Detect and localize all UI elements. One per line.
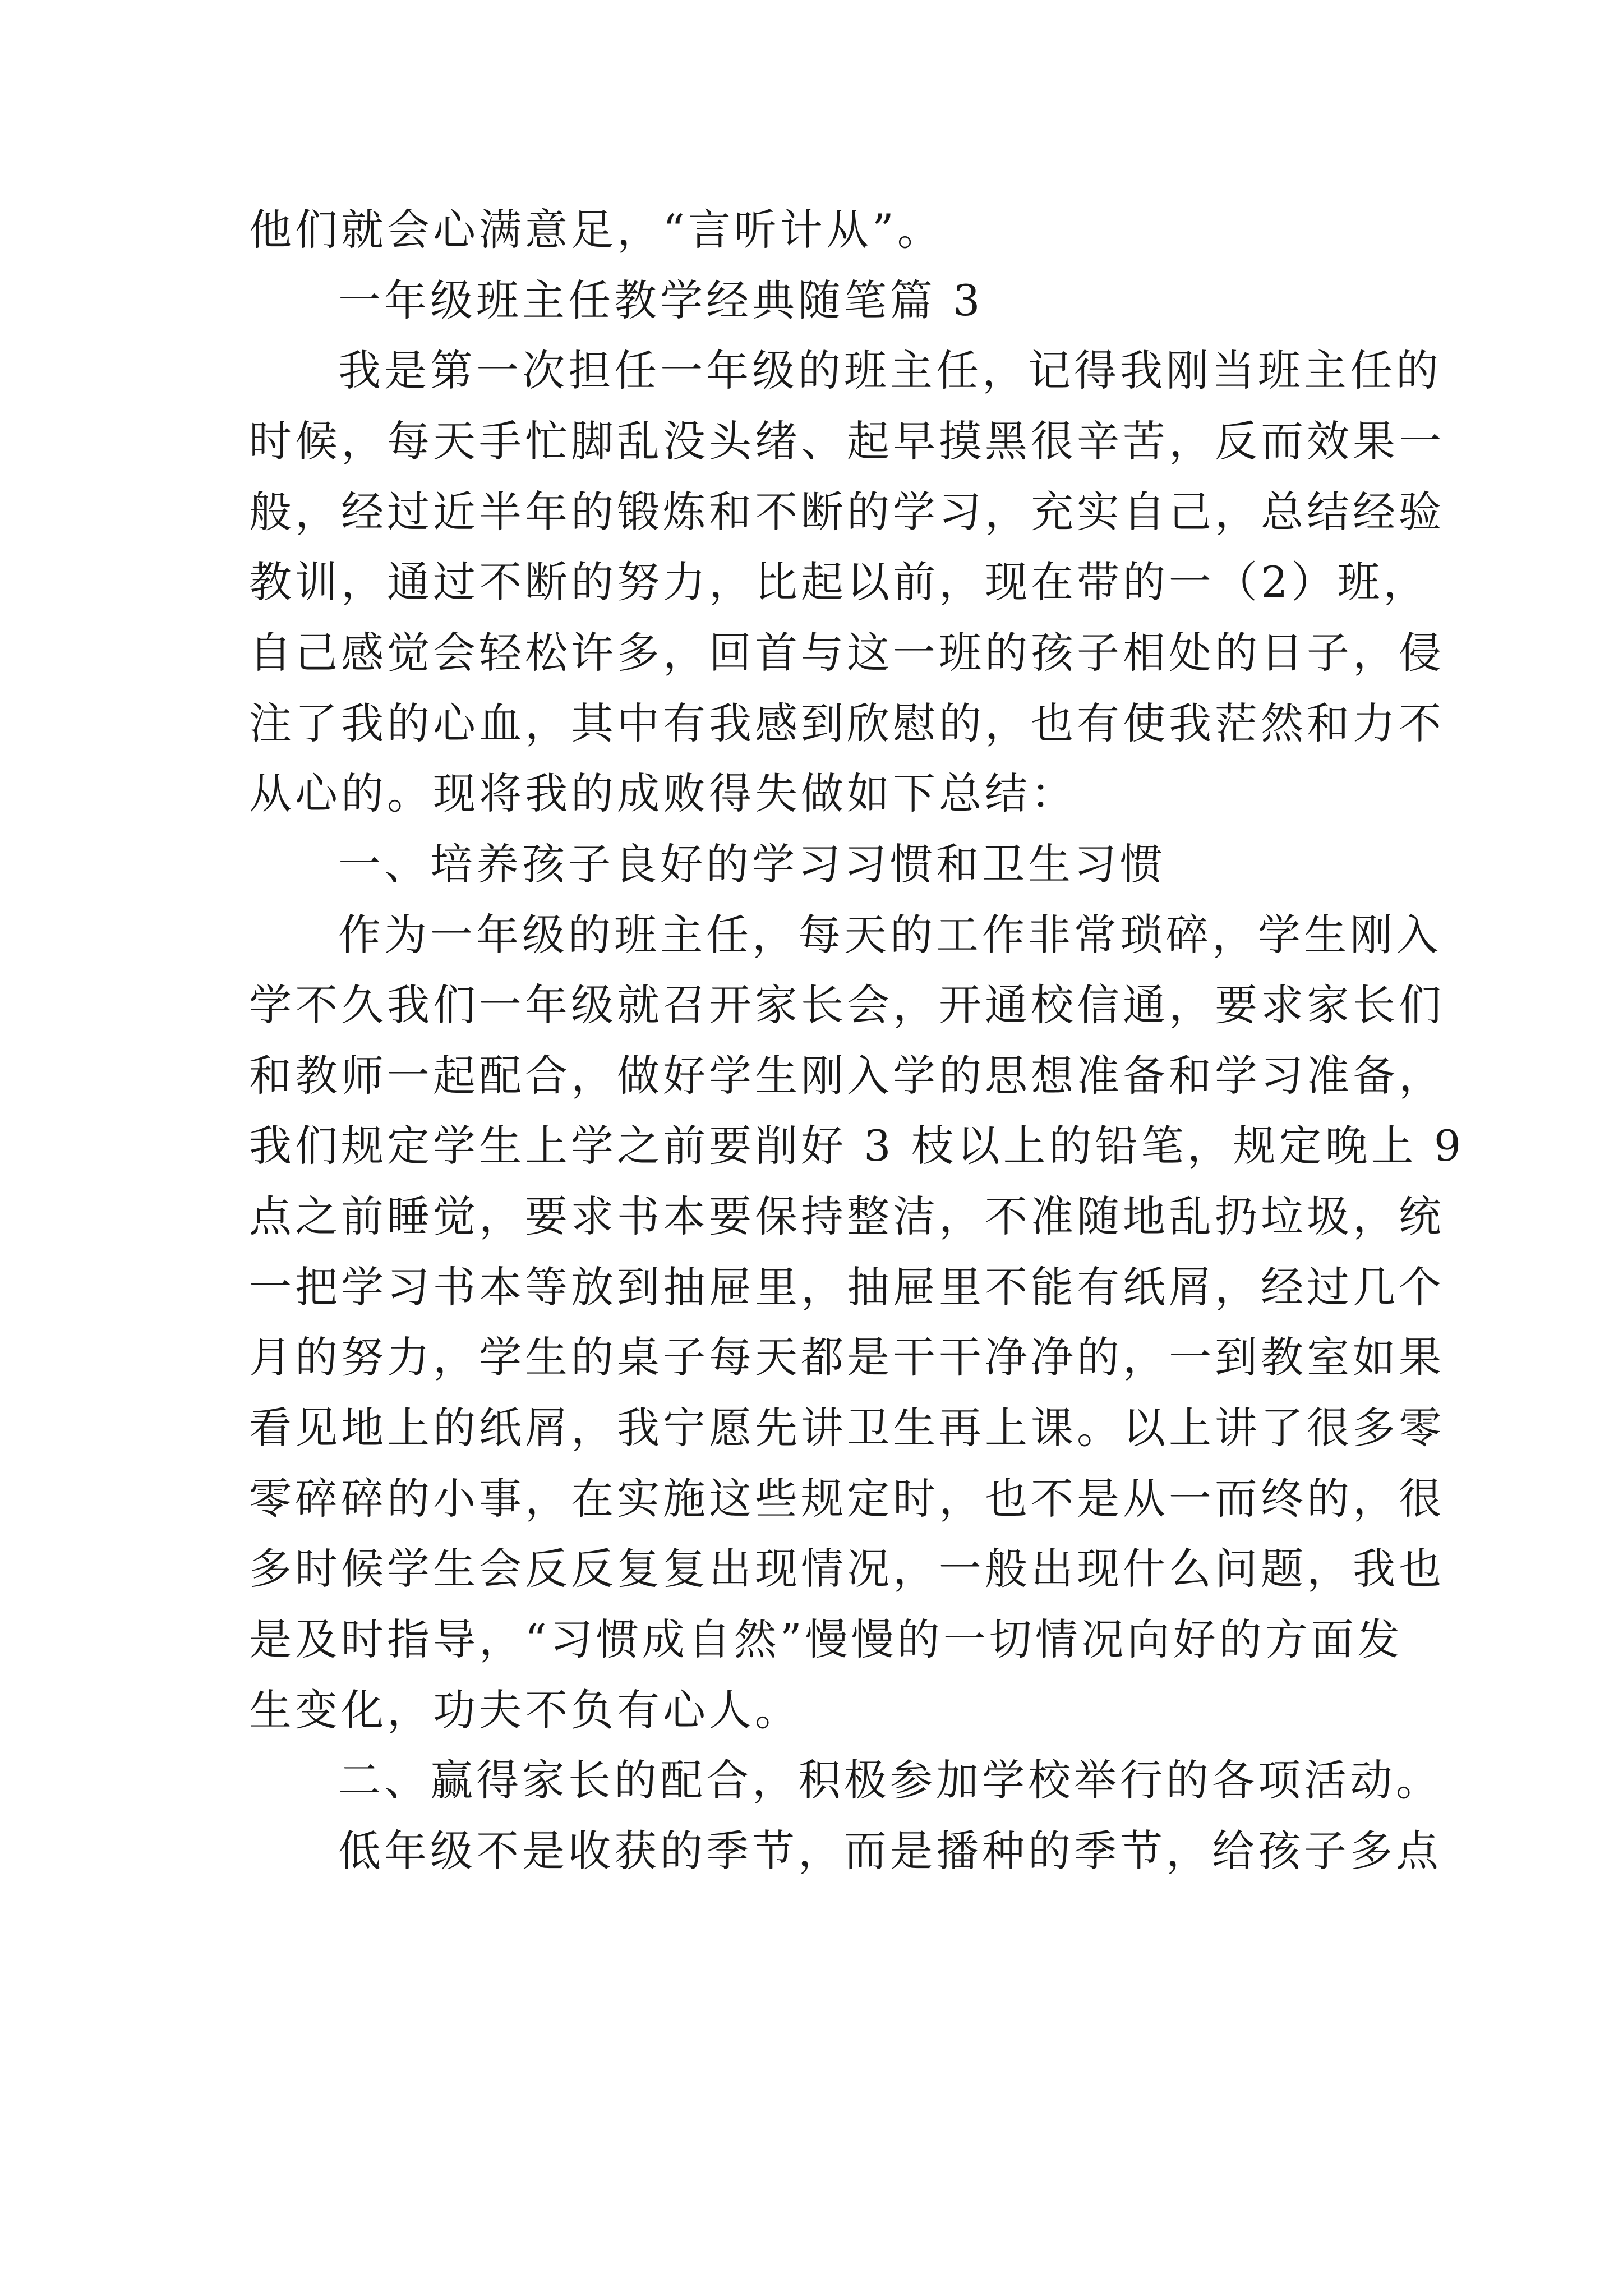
section-heading: 一年级班主任教学经典随笔篇 3 xyxy=(338,275,984,325)
text-line-13: 和教师一起配合，做好学生刚入学的思想准备和学习准备， xyxy=(249,1051,1445,1101)
text-line-17: 月的努力，学生的桌子每天都是干干净净的，一到教室如果 xyxy=(249,1332,1445,1382)
text-line-24: 低年级不是收获的季节，而是播种的季节，给孩子多点 xyxy=(338,1826,1442,1876)
subheading-1: 一、培养孩子良好的学习习惯和卫生习惯 xyxy=(338,839,1166,889)
text-line-4: 时候，每天手忙脚乱没头绪、起早摸黑很辛苦，反而效果一 xyxy=(249,416,1445,466)
text-line-8: 注了我的心血，其中有我感到欣慰的，也有使我茫然和力不 xyxy=(249,698,1445,748)
text-line-18: 看见地上的纸屑，我宁愿先讲卫生再上课。以上讲了很多零 xyxy=(249,1403,1445,1453)
text-line-1: 他们就会心满意足，“言听计从”。 xyxy=(249,205,943,255)
text-line-16: 一把学习书本等放到抽屉里，抽屉里不能有纸屑，经过几个 xyxy=(249,1262,1445,1312)
text-line-19: 零碎碎的小事，在实施这些规定时，也不是从一而终的，很 xyxy=(249,1474,1445,1524)
text-line-7: 自己感觉会轻松许多，回首与这一班的孩子相处的日子，侵 xyxy=(249,628,1445,678)
text-line-21: 是及时指导，“习惯成自然”慢慢的一切情况向好的方面发 xyxy=(249,1614,1403,1664)
text-line-3: 我是第一次担任一年级的班主任，记得我刚当班主任的 xyxy=(338,346,1442,395)
text-line-11: 作为一年级的班主任，每天的工作非常琐碎，学生刚入 xyxy=(338,910,1442,960)
text-line-22: 生变化，功夫不负有心人。 xyxy=(249,1685,801,1735)
text-line-14: 我们规定学生上学之前要削好 3 枝以上的铅笔，规定晚上 9 xyxy=(249,1121,1465,1171)
text-line-6: 教训，通过不断的努力，比起以前，现在带的一（2）班， xyxy=(249,557,1430,607)
subheading-2: 二、赢得家长的配合，积极参加学校举行的各项活动。 xyxy=(338,1755,1442,1805)
text-line-5: 般，经过近半年的锻炼和不断的学习，充实自己，总结经验 xyxy=(249,487,1445,537)
text-line-9: 从心的。现将我的成败得失做如下总结： xyxy=(249,769,1077,818)
text-line-15: 点之前睡觉，要求书本要保持整洁，不准随地乱扔垃圾，统 xyxy=(249,1191,1445,1241)
text-line-20: 多时候学生会反反复复出现情况，一般出现什么问题，我也 xyxy=(249,1544,1445,1594)
text-line-12: 学不久我们一年级就召开家长会，开通校信通，要求家长们 xyxy=(249,980,1445,1030)
